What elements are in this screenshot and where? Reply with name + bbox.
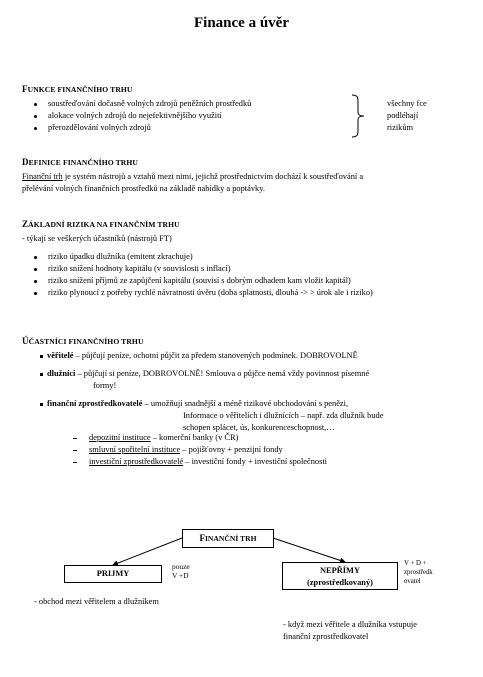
arrow-to-direct xyxy=(113,538,182,565)
functions-heading-initial: F xyxy=(22,84,28,94)
participants-heading-initial: Ú xyxy=(22,336,29,346)
debtors-text: – půjčují si peníze, DOBROVOLNĚ! Smlouva o půjčce nemá vždy povinnost písemné xyxy=(75,369,370,378)
intermediaries-text-continued: schopen splácet, ús, konkurenceschopnost,… xyxy=(183,423,335,432)
risk-item: riziko snížení příjmů ze zapůjčení kapitálu (souvisí s dobrým odhadem kam vložit kapitál) xyxy=(48,276,351,285)
indirect-label-line: zprostředk xyxy=(404,568,433,576)
direct-market-note: - obchod mezi věřitelem a dlužníkem xyxy=(34,597,159,606)
institution-term: smluvní spořitelní instituce xyxy=(89,445,181,454)
functions-note-line: všechny fce xyxy=(387,99,427,108)
function-item: soustřeďování dočasně volných zdrojů peněžních prostředků xyxy=(48,99,252,108)
indirect-box-line: (zprostředkovaný) xyxy=(307,578,373,587)
institution-desc: – investiční fondy + investiční společnosti xyxy=(183,457,328,466)
function-item: alokace volných zdrojů do nejefektivnějšího využití xyxy=(48,111,222,120)
definition-heading-text: EFINICE FINANČNÍHO TRHU xyxy=(28,158,138,167)
institution-term: depozitní instituce xyxy=(89,433,151,442)
indirect-market-note: - když mezi věřitele a dlužníka vstupuje xyxy=(283,620,417,629)
intermediaries-text: – umožňují snadnější a méně rizikové obchodování s penězi, xyxy=(142,399,349,408)
participants-heading-text: ČASTNÍCI FINANČNÍHO TRHU xyxy=(28,337,144,346)
direct-market-box: PRIJMY xyxy=(64,565,162,583)
lenders-text: – půjčují peníze, ochotni půjčit za předem stanovených podmínek. DOBROVOLNĚ xyxy=(73,351,358,360)
indirect-label-line: V + D + xyxy=(404,560,427,567)
direct-market-label xyxy=(172,563,190,580)
financial-market-box xyxy=(182,529,274,548)
lenders-term: věřitelé xyxy=(47,351,74,360)
financial-market-initial: F xyxy=(199,533,205,543)
indirect-market-note: finanční zprostředkovatel xyxy=(283,632,369,641)
risks-heading-initial: Z xyxy=(22,219,29,229)
indirect-market-label xyxy=(404,560,433,586)
institution-desc: – pojišťovny + penzijní fondy xyxy=(180,445,283,454)
function-item: přerozdělování volných zdrojů xyxy=(48,123,151,132)
risk-item: riziko úpadku dlužníka (emitent zkrachuje) xyxy=(48,252,193,261)
indirect-box-line: NEPŘÍMY xyxy=(319,566,360,575)
direct-label-line: pouze xyxy=(172,562,190,571)
institution-desc: – komerční banky (v ČR) xyxy=(150,433,239,442)
functions-heading-text: UNKCE FINANČNÍHO TRHU xyxy=(27,85,133,94)
intermediaries-text-continued: Informace o věřitelích i dlužnících – např. zda dlužník bude xyxy=(183,411,384,420)
page-title: Finance a úvěr xyxy=(194,15,289,31)
arrow-to-indirect xyxy=(273,538,345,562)
risk-item: riziko plynoucí z potřeby rychlé návratnosti úvěru (doba splatnosti, dlouhá -> > úrok ale i riziko) xyxy=(48,288,373,297)
intermediaries-term: finanční zprostředkovatelé xyxy=(47,399,143,408)
direct-label-line: V +D xyxy=(172,570,189,580)
functions-note-line: podléhají xyxy=(387,111,419,120)
financial-market-text: INANČNÍ TRH xyxy=(204,534,257,543)
definition-term: Finanční trh xyxy=(22,172,63,181)
risks-heading-text: ÁKLADNÍ RIZIKA NA FINANČNÍM TRHU xyxy=(28,220,180,229)
indirect-market-box xyxy=(282,562,398,590)
definition-line: přelévání volných finančních prostředků na základě nabídky a poptávky. xyxy=(22,184,265,193)
debtors-text-continued: formy! xyxy=(93,381,117,390)
functions-note-line: rizikům xyxy=(387,123,414,132)
institution-term: investiční zprostředkovatelé xyxy=(89,457,184,466)
definition-heading-initial: D xyxy=(22,157,29,167)
risks-intro: - týkají se veškerých účastníků (nástrojů FT) xyxy=(22,234,172,243)
risk-item: riziko snížení hodnoty kapitálu (v souvislosti s inflací) xyxy=(48,264,231,273)
indirect-label-line: ovatel xyxy=(404,577,421,585)
definition-text: je systém nástrojů a vztahů mezi nimi, jejichž prostřednictvím dochází k soustřeďování a xyxy=(62,172,364,181)
debtors-term: dlužníci xyxy=(47,369,76,378)
